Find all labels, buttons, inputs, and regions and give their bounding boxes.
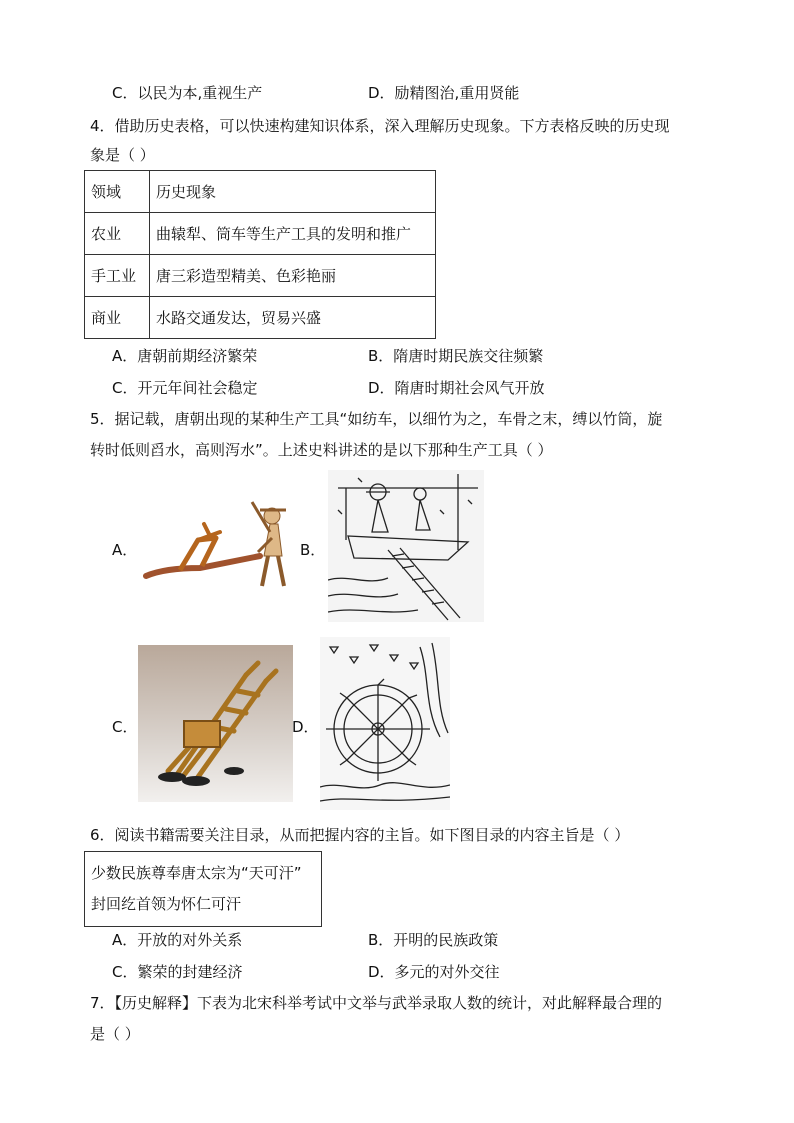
q6-contents-line2: 封回纥首领为怀仁可汗 xyxy=(91,895,242,913)
q7-stem-line2: 是（ ） xyxy=(90,1025,140,1043)
q4-option-d: D．隋唐时期社会风气开放 xyxy=(368,379,545,397)
q5-stem-line1: 5．据记载，唐朝出现的某种生产工具“如纺车，以细竹为之，车骨之末，缚以竹筒，旋 xyxy=(90,410,663,428)
q7-stem-line1: 7．【历史解释】下表为北宋科举考试中文举与武举录取人数的统计，对此解释最合理的 xyxy=(90,994,663,1012)
table-row xyxy=(85,255,436,297)
q6-stem: 6．阅读书籍需要关注目录，从而把握内容的主旨。如下图目录的内容主旨是（ ） xyxy=(90,826,630,844)
q4-table xyxy=(84,170,436,339)
q5-stem-line2: 转时低则舀水，高则泻水”。上述史料讲述的是以下那种生产工具（ ） xyxy=(90,441,553,459)
table-row xyxy=(85,297,436,339)
table-cell: 唐三彩造型精美、色彩艳丽 xyxy=(150,255,436,297)
q4-option-a: A．唐朝前期经济繁荣 xyxy=(112,347,258,365)
table-cell: 商业 xyxy=(85,297,150,339)
table-cell: 手工业 xyxy=(85,255,150,297)
q4-option-c: C．开元年间社会稳定 xyxy=(112,379,258,397)
table-cell: 领域 xyxy=(85,171,150,213)
curved-plough-image xyxy=(140,494,300,594)
q6-option-b: B．开明的民族政策 xyxy=(368,931,499,949)
dragon-bone-pump-image xyxy=(328,470,484,622)
q6-contents-box xyxy=(84,851,322,927)
table-row xyxy=(85,171,436,213)
water-wheel-image xyxy=(320,637,450,810)
table-row xyxy=(85,213,436,255)
q6-option-a: A．开放的对外关系 xyxy=(112,931,243,949)
q6-contents-line1: 少数民族尊奉唐太宗为“天可汗” xyxy=(91,864,302,882)
q3-option-c: C．以民为本,重视生产 xyxy=(112,84,263,102)
table-cell: 曲辕犁、筒车等生产工具的发明和推广 xyxy=(150,213,436,255)
wooden-model-photo xyxy=(138,645,293,802)
table-cell: 农业 xyxy=(85,213,150,255)
q3-option-d: D．励精图治,重用贤能 xyxy=(368,84,520,102)
q4-stem-line1: 4．借助历史表格，可以快速构建知识体系，深入理解历史现象。下方表格反映的历史现 xyxy=(90,117,670,135)
q5-label-b: B． xyxy=(300,541,326,559)
q4-stem-line2: 象是（ ） xyxy=(90,146,155,164)
table-cell: 水路交通发达，贸易兴盛 xyxy=(150,297,436,339)
q5-label-a: A． xyxy=(112,541,138,559)
q5-label-c: C． xyxy=(112,718,138,736)
q6-option-d: D．多元的对外交往 xyxy=(368,963,500,981)
q4-option-b: B．隋唐时期民族交往频繁 xyxy=(368,347,544,365)
q6-option-c: C．繁荣的封建经济 xyxy=(112,963,243,981)
q5-label-d: D． xyxy=(292,718,319,736)
table-cell: 历史现象 xyxy=(150,171,436,213)
